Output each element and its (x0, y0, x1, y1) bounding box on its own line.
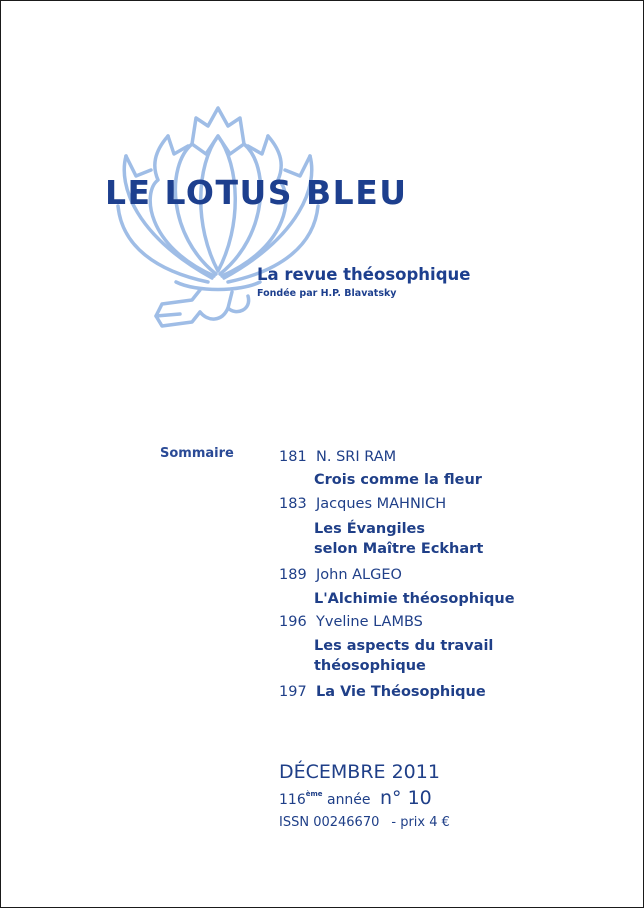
toc-article-title-line: selon Maître Eckhart (314, 541, 484, 557)
issue-number-line (279, 787, 432, 809)
toc-article-title (314, 636, 609, 676)
toc-article-title (314, 519, 609, 559)
toc-author: John ALGEO (316, 567, 402, 583)
toc-page-number: 181 (279, 449, 307, 465)
issn-price-line (279, 815, 450, 830)
toc-article-title: L'Alchimie théosophique (314, 591, 515, 607)
table-of-contents (279, 447, 609, 702)
year-suffix: ème (305, 790, 323, 799)
price: - prix 4 € (391, 815, 450, 830)
toc-page-number: 197 (279, 684, 307, 700)
toc-page-number: 183 (279, 496, 307, 512)
toc-author: Yveline LAMBS (316, 614, 423, 630)
toc-page-number: 196 (279, 614, 307, 630)
magazine-subtitle: La revue théosophique (257, 265, 471, 284)
toc-article-title-line: théosophique (314, 658, 426, 674)
toc-author: Jacques MAHNICH (316, 496, 447, 512)
toc-entry (279, 447, 609, 494)
toc-article-title: Crois comme la fleur (314, 472, 482, 488)
toc-entry (279, 682, 609, 702)
toc-article-title-line: Les aspects du travail (314, 638, 494, 654)
year-label: année (326, 792, 371, 808)
year-number: 116 (279, 792, 306, 808)
toc-entry (279, 565, 609, 612)
toc-author: N. SRI RAM (316, 449, 397, 465)
founded-by-line: Fondée par H.P. Blavatsky (257, 288, 397, 299)
issue-date: DÉCEMBRE 2011 (279, 761, 440, 783)
issue-number: n° 10 (380, 787, 432, 809)
toc-entry (279, 494, 609, 565)
magazine-title: LE LOTUS BLEU (105, 173, 408, 212)
toc-entry (279, 612, 609, 682)
sommaire-heading: Sommaire (160, 446, 234, 461)
issn: ISSN 00246670 (279, 815, 380, 830)
toc-article-title-line: Les Évangiles (314, 521, 426, 537)
toc-page-number: 189 (279, 567, 307, 583)
toc-article-title: La Vie Théosophique (316, 684, 486, 700)
lotus-flower-icon (96, 96, 341, 336)
